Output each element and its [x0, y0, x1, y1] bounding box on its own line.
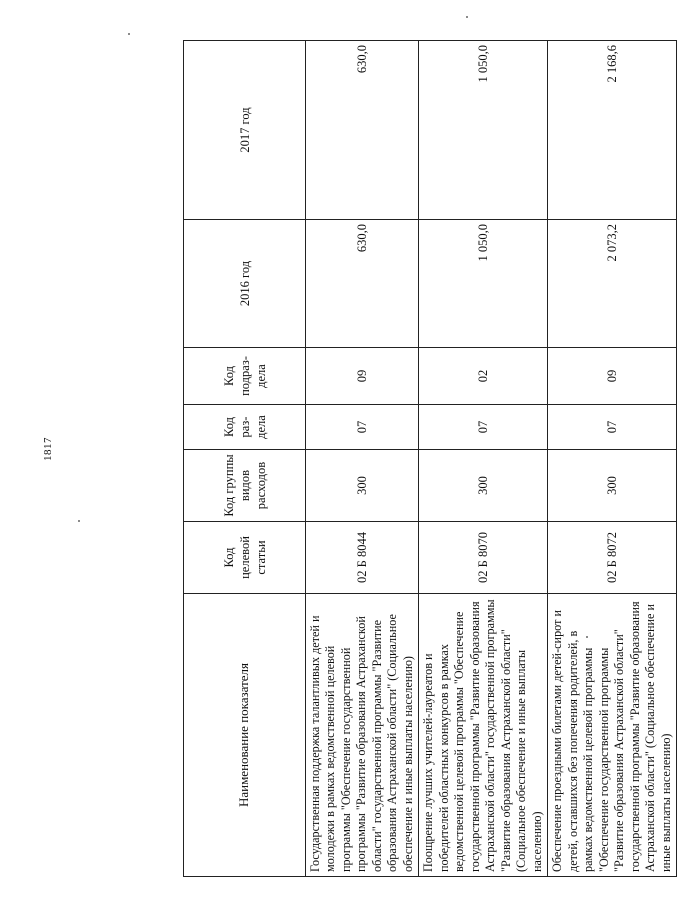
row-expense-group: 300: [306, 450, 419, 522]
row-section: 07: [548, 405, 677, 450]
row-section: 07: [419, 405, 548, 450]
header-expense-group: Код группы видов расходов: [184, 450, 306, 522]
table-row: [306, 41, 419, 877]
row-year-2016: 2 073,2: [548, 220, 677, 348]
header-subsection: Код подраз- дела: [184, 348, 306, 405]
scan-speck: [586, 636, 588, 638]
header-year-2017: 2017 год: [184, 41, 306, 220]
header-target-article: Код целевой статьи: [184, 522, 306, 594]
row-target-article: 02 Б 8044: [306, 522, 419, 594]
row-year-2016: 630,0: [306, 220, 419, 348]
row-expense-group: 300: [548, 450, 677, 522]
row-name: Поощрение лучших учителей-лауреатов и победителей областных конкурсов в рамках ведомственной целевой программы "Обеспечение государственной программы "Развитие образования Астраханской области" государственной программы "Развитие образования Астраханской области" (Социальное обеспечение и иные выплаты населению): [419, 594, 548, 877]
row-subsection: 02: [419, 348, 548, 405]
header-year-2016: 2016 год: [184, 220, 306, 348]
scan-speck: [78, 520, 80, 522]
header-section: Код раз- дела: [184, 405, 306, 450]
table-row: [419, 41, 548, 877]
row-name: Государственная поддержка талантливых детей и молодежи в рамках ведомственной целевой программы "Обеспечение государственной программы "Развитие образования Астраханской области" государственной программы "Развитие образования Астраханской области" (Социальное обеспечение и иные выплаты населению): [306, 594, 419, 877]
row-name: Обеспечение проездными билетами детей-сирот и детей, оставшихся без попечения родителей, в рамках ведомственной целевой программы "Обеспечение государственной программы "Развитие образования Астраханской области" государственной программы "Развитие образования Астраханской области" (Социальное обеспечение и иные выплаты населению): [548, 594, 677, 877]
row-year-2017: 630,0: [306, 41, 419, 220]
budget-table: [183, 40, 677, 877]
row-year-2017: 2 168,6: [548, 41, 677, 220]
page-number: 1817: [42, 437, 54, 461]
row-target-article: 02 Б 8070: [419, 522, 548, 594]
row-year-2017: 1 050,0: [419, 41, 548, 220]
table-row: [548, 41, 677, 877]
rotated-table-container: [183, 41, 673, 877]
row-subsection: 09: [548, 348, 677, 405]
row-expense-group: 300: [419, 450, 548, 522]
scan-speck: [466, 16, 468, 18]
row-subsection: 09: [306, 348, 419, 405]
scan-speck: [128, 33, 130, 35]
row-target-article: 02 Б 8072: [548, 522, 677, 594]
row-year-2016: 1 050,0: [419, 220, 548, 348]
row-section: 07: [306, 405, 419, 450]
header-row: [184, 41, 306, 877]
header-name: Наименование показателя: [184, 594, 306, 877]
